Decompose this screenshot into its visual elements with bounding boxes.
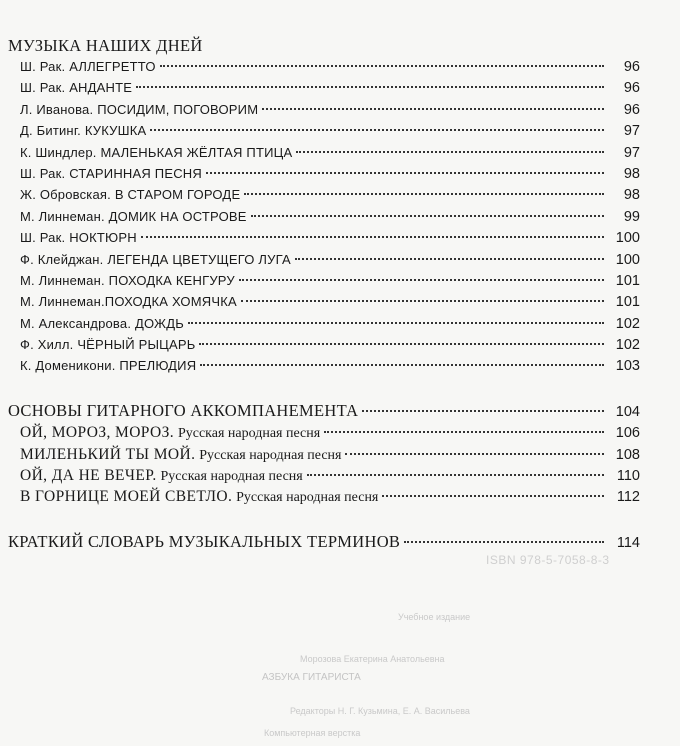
dot-leader [324,431,604,433]
entry-title: МИЛЕНЬКИЙ ТЫ МОЙ. [20,445,196,463]
entry-author: М. Линнеман. [20,208,105,224]
entry-note: Русская народная песня [236,490,379,506]
bleed-through-text: АЗБУКА ГИТАРИСТА [262,672,361,683]
page-number: 100 [615,251,640,268]
entry-note: Русская народная песня [177,426,321,442]
toc-entry[interactable] [8,206,640,227]
toc-entry[interactable] [8,184,640,205]
section-title-modern-music: МУЗЫКА НАШИХ ДНЕЙ [8,36,203,55]
toc-entry[interactable] [8,270,640,291]
toc-entry[interactable] [8,56,640,77]
entry-author: Ш. Рак. [20,80,66,96]
page-number: 101 [615,272,640,289]
entry-author: Л. Иванова. [20,101,94,117]
entry-author: Д. Битинг. [20,123,81,139]
section-spacer [8,508,640,532]
section-spacer [8,377,640,401]
page-number: 103 [615,358,640,375]
dot-leader [345,453,604,455]
entry-title: КУКУШКА [84,123,147,139]
bleed-through-text: Компьютерная верстка [264,728,361,738]
page-number: 97 [623,123,640,140]
entry-author: Ш. Рак. [20,230,66,246]
section-list-modern-music [8,56,640,377]
entry-title: ПОСИДИМ, ПОГОВОРИМ [97,101,259,117]
entry-author: Ж. Обровская. [20,187,111,203]
dot-leader [160,65,604,67]
entry-title: АНДАНТЕ [69,80,133,96]
entry-title: НОКТЮРН [69,230,137,246]
bleed-through-text: Редакторы Н. Г. Кузьмина, Е. А. Васильева [290,706,470,716]
bleed-through-text: Учебное издание [398,612,471,622]
entry-author: Ф. Хилл. [20,337,74,353]
dot-leader [296,151,604,153]
dot-leader [239,279,604,281]
toc-entry[interactable] [8,77,640,98]
page-number: 102 [615,337,640,354]
page-number: 110 [616,468,640,485]
page-number: 114 [616,534,640,551]
toc-entry[interactable] [8,142,640,163]
toc-entry[interactable] [8,444,640,465]
page-number: 96 [623,80,640,97]
page-number: 97 [623,144,640,161]
entry-title: АЛЛЕГРЕТТО [69,59,156,74]
toc-entry[interactable] [8,99,640,120]
section-title-guitar-accompaniment: ОСНОВЫ ГИТАРНОГО АККОМПАНЕМЕНТА [8,400,359,420]
dot-leader [262,108,604,110]
entry-author: М. Александрова. [20,315,132,331]
dot-leader [136,86,604,88]
entry-author: Ш. Рак. [20,165,66,181]
entry-author: М. Линнеман. [20,294,105,310]
entry-note: Русская народная песня [160,469,303,485]
bleed-through-isbn: ISBN 978-5-7058-8-3 [486,553,610,567]
page-number: 102 [615,315,640,332]
entry-title: ПРЕЛЮДИЯ [119,358,197,374]
toc-entry[interactable] [8,227,640,248]
toc-section-glossary[interactable] [8,532,640,553]
page-number: 96 [623,59,640,75]
dot-leader [295,258,604,260]
page-number: 96 [623,101,640,118]
toc-entry[interactable] [8,334,640,355]
page-number: 101 [615,294,640,311]
dot-leader [199,343,604,345]
entry-title: ОЙ, МОРОЗ, МОРОЗ. [20,424,175,442]
entry-title: МАЛЕНЬКАЯ ЖЁЛТАЯ ПТИЦА [100,144,293,160]
dot-leader [382,495,604,497]
entry-title: СТАРИННАЯ ПЕСНЯ [69,165,202,181]
table-of-contents [8,36,640,553]
section-title-glossary: КРАТКИЙ СЛОВАРЬ МУЗЫКАЛЬНЫХ ТЕРМИНОВ [8,531,401,551]
page-number: 99 [623,208,640,225]
entry-title: ДОЖДЬ [135,315,184,331]
toc-entry[interactable] [8,120,640,141]
toc-entry[interactable] [8,422,640,443]
dot-leader [307,474,604,476]
toc-entry[interactable] [8,355,640,376]
entry-author: К. Шиндлер. [20,144,97,160]
toc-entry[interactable] [8,313,640,334]
entry-author: Ф. Клейджан. [20,251,104,267]
dot-leader [404,541,604,543]
entry-title: В СТАРОМ ГОРОДЕ [114,187,241,203]
dot-leader [241,300,604,302]
page-number: 104 [615,403,640,420]
page-number: 100 [615,230,640,247]
dot-leader [251,215,604,217]
page-number: 108 [615,446,640,463]
bleed-through-text: Морозова Екатерина Анатольевна [300,654,445,664]
dot-leader [141,236,604,238]
toc-entry[interactable] [8,249,640,270]
toc-entry[interactable] [8,465,640,486]
toc-section-guitar-accompaniment[interactable] [8,401,640,422]
entry-title: ОЙ, ДА НЕ ВЕЧЕР. [20,467,157,485]
page-number: 112 [616,489,640,506]
entry-title: ДОМИК НА ОСТРОВЕ [108,208,247,224]
dot-leader [150,129,604,131]
toc-entry[interactable] [8,163,640,184]
dot-leader [206,172,604,174]
entry-title: ЛЕГЕНДА ЦВЕТУЩЕГО ЛУГА [107,251,291,267]
page-number: 98 [623,187,640,204]
entry-note: Русская народная песня [199,447,342,463]
entry-title: ПОХОДКА КЕНГУРУ [108,272,235,288]
entry-title: ПОХОДКА ХОМЯЧКА [104,294,237,310]
page-number: 106 [615,425,640,442]
section-list-guitar-accompaniment [8,422,640,508]
entry-author: К. Доменикони. [20,358,116,374]
entry-author: М. Линнеман. [20,272,105,288]
entry-author: Ш. Рак. [20,59,66,74]
dot-leader [188,322,604,324]
dot-leader [200,364,604,366]
toc-entry[interactable] [8,486,640,507]
dot-leader [244,193,604,195]
entry-title: ЧЁРНЫЙ РЫЦАРЬ [77,337,196,353]
page-number: 98 [623,165,640,182]
entry-title: В ГОРНИЦЕ МОЕЙ СВЕТЛО. [20,488,233,506]
dot-leader [362,410,604,412]
toc-entry[interactable] [8,291,640,312]
